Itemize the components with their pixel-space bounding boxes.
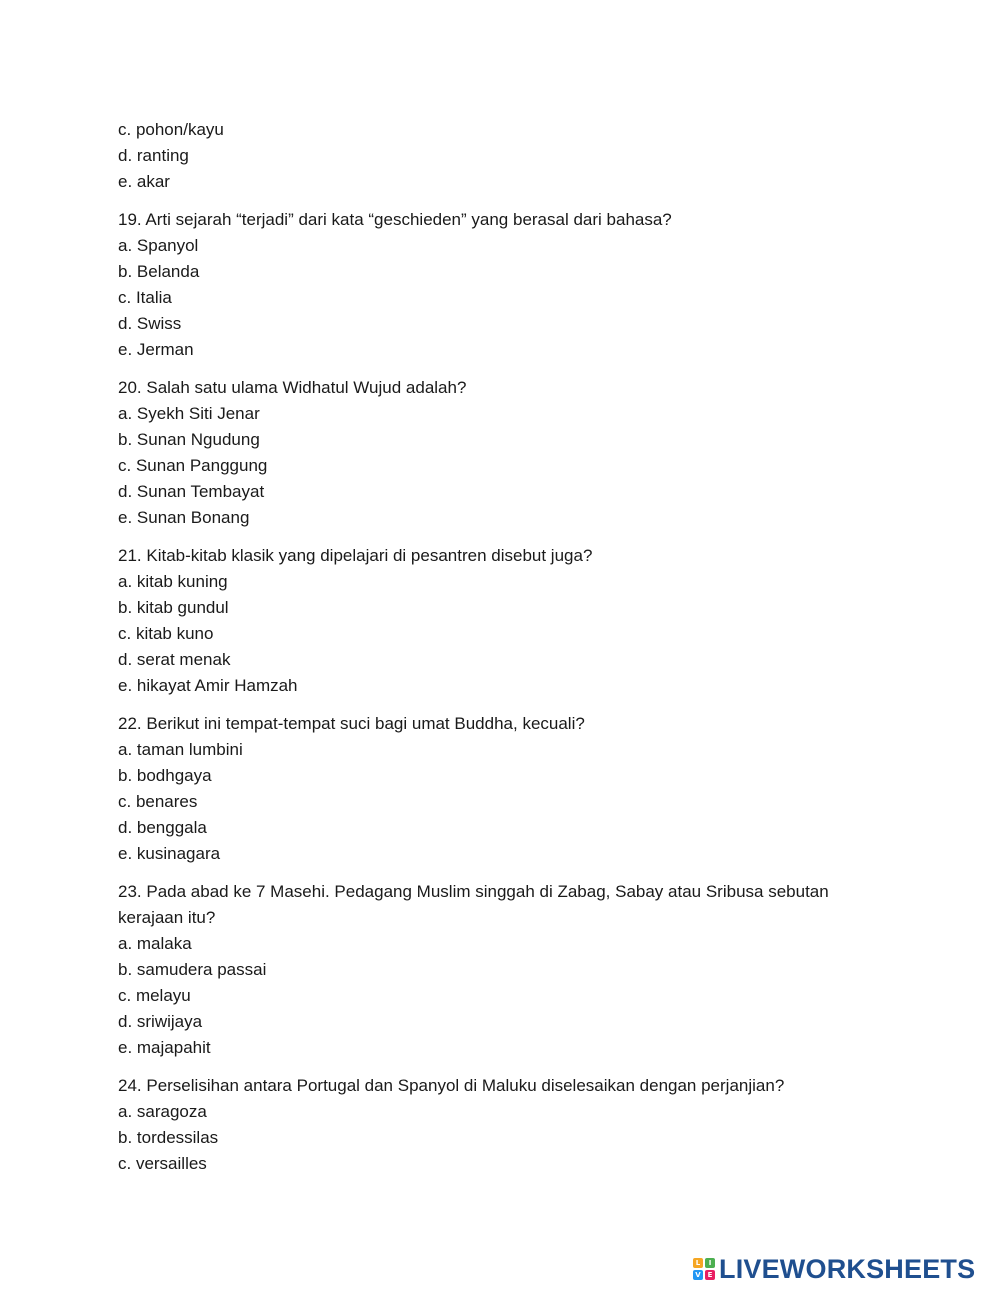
option: b. Belanda bbox=[118, 262, 200, 281]
option: a. Spanyol bbox=[118, 236, 199, 255]
logo-text: LIVEWORKSHEETS bbox=[719, 1254, 976, 1284]
option: c. versailles bbox=[118, 1154, 207, 1173]
badge-letter: L bbox=[693, 1258, 703, 1268]
question-text: 20. Salah satu ulama Widhatul Wujud adalah? bbox=[118, 378, 467, 397]
question-24 bbox=[118, 1073, 878, 1177]
option: b. kitab gundul bbox=[118, 598, 229, 617]
option: d. serat menak bbox=[118, 650, 231, 669]
question-text: 23. Pada abad ke 7 Masehi. Pedagang Muslim singgah di Zabag, Sabay atau Sribusa sebutan kerajaan itu? bbox=[118, 882, 829, 927]
option: a. Syekh Siti Jenar bbox=[118, 404, 260, 423]
option: e. kusinagara bbox=[118, 844, 221, 863]
option: d. sriwijaya bbox=[118, 1012, 203, 1031]
liveworksheets-logo bbox=[693, 1255, 975, 1283]
badge-letter: I bbox=[705, 1258, 715, 1268]
option: a. kitab kuning bbox=[118, 572, 228, 591]
option: c. kitab kuno bbox=[118, 624, 214, 643]
option: c. melayu bbox=[118, 986, 191, 1005]
option: b. tordessilas bbox=[118, 1128, 219, 1147]
option: b. bodhgaya bbox=[118, 766, 212, 785]
question-text: 21. Kitab-kitab klasik yang dipelajari di pesantren disebut juga? bbox=[118, 546, 593, 565]
option: c. pohon/kayu bbox=[118, 120, 224, 139]
live-badge-icon bbox=[693, 1258, 715, 1280]
question-22 bbox=[118, 711, 878, 867]
option: d. Swiss bbox=[118, 314, 182, 333]
option: c. benares bbox=[118, 792, 198, 811]
option: e. Jerman bbox=[118, 340, 194, 359]
badge-letter: V bbox=[693, 1270, 703, 1280]
question-text: 19. Arti sejarah “terjadi” dari kata “geschieden” yang berasal dari bahasa? bbox=[118, 210, 672, 229]
option: e. akar bbox=[118, 172, 170, 191]
option: a. malaka bbox=[118, 934, 192, 953]
option: a. taman lumbini bbox=[118, 740, 243, 759]
question-20 bbox=[118, 375, 878, 531]
option: b. samudera passai bbox=[118, 960, 267, 979]
option: e. hikayat Amir Hamzah bbox=[118, 676, 298, 695]
question-text: 24. Perselisihan antara Portugal dan Spanyol di Maluku diselesaikan dengan perjanjian? bbox=[118, 1076, 785, 1095]
leading-options bbox=[118, 117, 878, 195]
worksheet-content bbox=[118, 117, 878, 1177]
question-23 bbox=[118, 879, 878, 1061]
option: d. benggala bbox=[118, 818, 207, 837]
option: d. ranting bbox=[118, 146, 189, 165]
option: e. majapahit bbox=[118, 1038, 211, 1057]
option: d. Sunan Tembayat bbox=[118, 482, 265, 501]
question-21 bbox=[118, 543, 878, 699]
option: a. saragoza bbox=[118, 1102, 207, 1121]
badge-letter: E bbox=[705, 1270, 715, 1280]
option: c. Sunan Panggung bbox=[118, 456, 268, 475]
option: e. Sunan Bonang bbox=[118, 508, 250, 527]
option: c. Italia bbox=[118, 288, 172, 307]
question-19 bbox=[118, 207, 878, 363]
question-text: 22. Berikut ini tempat-tempat suci bagi umat Buddha, kecuali? bbox=[118, 714, 585, 733]
option: b. Sunan Ngudung bbox=[118, 430, 260, 449]
